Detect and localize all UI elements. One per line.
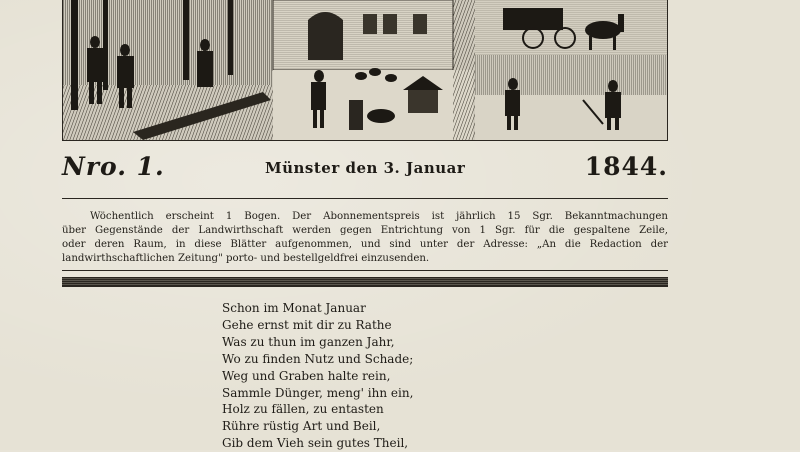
- divider-rule: [62, 198, 668, 199]
- poem-line: Gehe ernst mit dir zu Rathe: [222, 317, 392, 332]
- notice-line: oder deren Raum, in diese Blätter aufgenommen, und sind unter der Adresse: „An die Redaction der: [62, 239, 668, 250]
- issue-year: 1844.: [584, 152, 668, 181]
- poem-line: Sammle Dünger, meng' ihn ein,: [222, 385, 414, 400]
- notice-line: über Gegenstände der Landwirthschaft werden gegen Entrichtung von 1 Sgr. für die gespaltene Zeile,: [62, 225, 668, 236]
- poem-line: Holz zu fällen, zu entasten: [222, 402, 384, 417]
- poem-line: Wo zu finden Nutz und Schade;: [222, 351, 414, 366]
- poem-line: Was zu thun im ganzen Jahr,: [222, 334, 395, 349]
- notice-line: landwirthschaftlichen Zeitung" porto- und bestellgeldfrei einzusenden.: [62, 253, 430, 264]
- divider-rule: [62, 270, 668, 271]
- poem-line: Schon im Monat Januar: [222, 301, 366, 315]
- notice-line: Wöchentlich erscheint 1 Bogen. Der Abonnementspreis ist jährlich 15 Sgr. Bekanntmachungen: [90, 211, 668, 222]
- double-rule: [62, 277, 668, 287]
- masthead: [62, 150, 668, 190]
- poem-line: Rühre rüstig Art und Beil,: [222, 419, 381, 434]
- poem-line: Weg und Graben halte rein,: [222, 368, 391, 383]
- header-engraving-illustration: [62, 0, 668, 141]
- poem: [222, 300, 413, 452]
- poem-line: Gib dem Vieh sein gutes Theil,: [222, 436, 409, 451]
- issue-number: Nro. 1.: [62, 152, 165, 181]
- place-and-date: Münster den 3. Januar: [265, 159, 466, 177]
- subscription-notice: [62, 210, 668, 266]
